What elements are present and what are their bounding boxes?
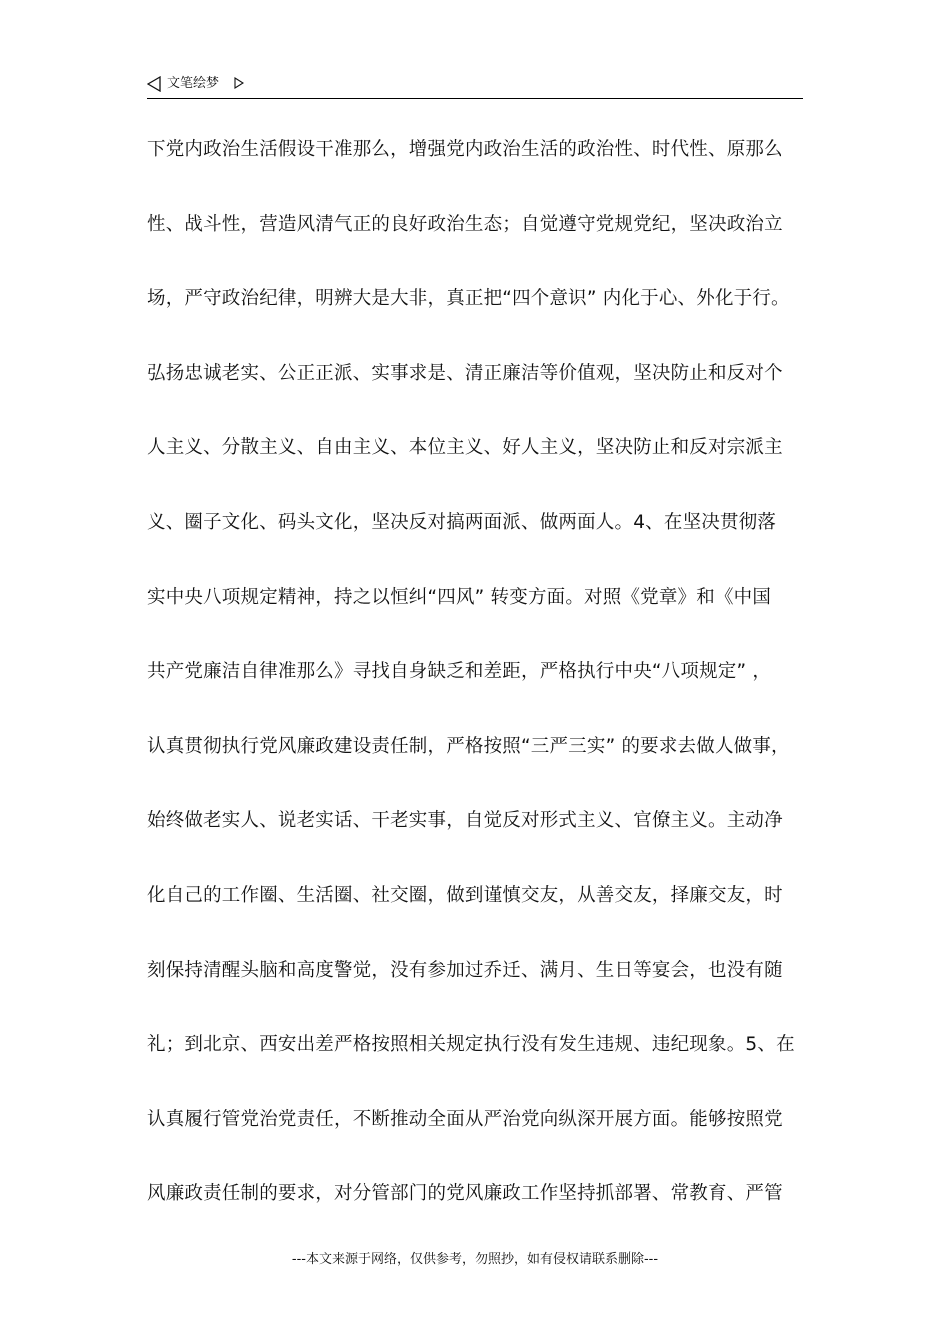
footer-notice: ---本文来源于网络，仅供参考，勿照抄，如有侵权请联系删除--- (291, 1252, 659, 1267)
text-line: 弘扬忠诚老实、公正正派、实事求是、清正廉洁等价值观，坚决防止和反对个 (147, 362, 783, 384)
left-triangle-icon (147, 76, 161, 92)
text-line: 共产党廉洁自律准那么》寻找自身缺乏和差距，严格执行中央“八项规定” ， (147, 661, 772, 683)
right-triangle-icon (234, 77, 244, 89)
text-line: 实中央八项规定精神，持之以恒纠“四风” 转变方面。对照《党章》和《中国 (147, 586, 772, 608)
text-line: 下党内政治生活假设干准那么，增强党内政治生活的政治性、时代性、原那么 (147, 139, 783, 160)
text-line: 认真履行管党治党责任，不断推动全面从严治党向纵深开展方面。能够按照党 (147, 1108, 783, 1130)
text-line: 始终做老实人、说老实话、干老实事，自觉反对形式主义、官僚主义。主动净 (147, 810, 783, 832)
text-line: 刻保持清醒头脑和高度警觉，没有参加过乔迁、满月、生日等宴会，也没有随 (147, 959, 783, 981)
text-line: 人主义、分散主义、自由主义、本位主义、好人主义，坚决防止和反对宗派主 (147, 437, 783, 459)
header-brand: 文笔绘梦 (167, 76, 220, 91)
text-line: 性、战斗性，营造风清气正的良好政治生态；自觉遵守党规党纪，坚决政治立 (147, 213, 783, 235)
text-line: 礼；到北京、西安出差严格按照相关规定执行没有发生违规、违纪现象。5、在 (147, 1034, 795, 1056)
text-line: 义、圈子文化、码头文化，坚决反对搞两面派、做两面人。4、在坚决贯彻落 (147, 511, 777, 533)
text-line: 场，严守政治纪律，明辨大是大非，真正把“四个意识” 内化于心、外化于行。 (147, 288, 790, 310)
text-line: 认真贯彻执行党风廉政建设责任制，严格按照“三严三实” 的要求去做人做事， (147, 735, 790, 757)
text-line: 化自己的工作圈、生活圈、社交圈，做到谨慎交友，从善交友，择廉交友，时 (147, 884, 783, 906)
body-text (147, 130, 807, 1249)
text-line: 风廉政责任制的要求，对分管部门的党风廉政工作坚持抓部署、常教育、严管 (147, 1183, 783, 1205)
page-header (147, 70, 803, 99)
